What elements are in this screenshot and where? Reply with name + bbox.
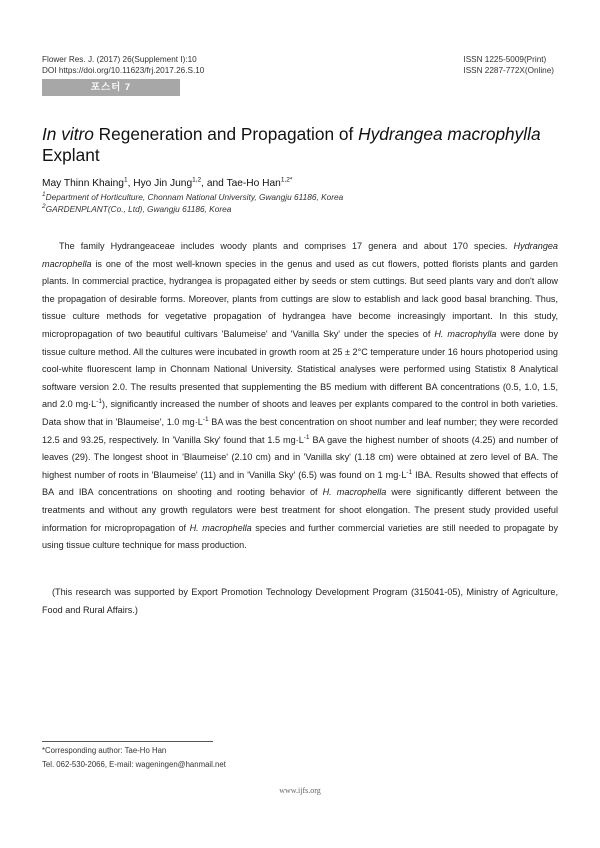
acknowledgement: (This research was supported by Export Promotion Technology Development Program (315041-05), Ministry of Agriculture, Food and Rural Affairs.) [42, 587, 558, 615]
abstract-seg-7: IBA. Results showed that effects of BA and IBA concentrations on shooting and rooting behavior of [42, 469, 558, 498]
contact-info: Tel. 062-530-2066, E-mail: wageningen@hanmail.net [42, 760, 226, 769]
corresponding-author: *Corresponding author: Tae-Ho Han [42, 746, 167, 755]
author-3-affil-num: 1,2 [280, 176, 290, 184]
author-list [42, 177, 292, 190]
abstract-species-4: H. macrophella [189, 522, 252, 533]
affiliation-2-num: 2 [42, 202, 46, 210]
title-text-1: Regeneration and Propagation of [93, 124, 359, 144]
abstract-seg-3: were done by tissue culture method. All the cultures were incubated in growth room at 25 ± 2°C temperature under 16 hours photoperiod using cool-white fluorescent lamp in Chonnam National University. Statistical analyses were performed using Statistix 8 Analytical software version 2.0. The results presented that supplementing the B5 medium with different BA concentrations (0.5, 1.0, 1.5, and 2.0 mg·L [42, 328, 558, 410]
doi-line: DOI https://doi.org/10.11623/frj.2017.26.S.10 [42, 66, 205, 75]
abstract-body [42, 238, 558, 555]
abstract-species-3: H. macrophella [322, 487, 387, 498]
issn-online: ISSN 2287-772X(Online) [463, 66, 554, 75]
journal-volume-line: Flower Res. J. (2017) 26(Supplement I):10 [42, 55, 197, 64]
affiliation-2 [42, 204, 343, 216]
journal-website: www.ijfs.org [279, 786, 321, 795]
affiliation-1-num: 1 [42, 191, 46, 199]
abstract-seg-8: were significantly different between the treatments and without any growth regulators were best treatment for shoot elongation. The present study provided useful information for micropropagation of [42, 487, 558, 533]
title-italic-in-vitro: In vitro [42, 124, 94, 144]
author-3-affil [281, 177, 293, 184]
abstract-seg-5: BA was the best concentration on shoot number and leaf number; they were recorded 12.5 and 93.25, respectively. In 'Vanilla Sky' found that 1.5 mg·L [42, 416, 558, 445]
affiliation-1 [42, 192, 343, 204]
corresponding-star: * [289, 176, 293, 184]
author-3: , and Tae-Ho Han [201, 178, 281, 189]
poster-tag: 포스터 7 [42, 79, 180, 96]
abstract-seg-6: BA gave the highest number of shoots (4.25) and number of leaves (29). The longest shoot in 'Blaumeise' (2.10 cm) and in 'Vanilla sky' (1.18 cm) were obtained at zero level of BA. The highest number of roots in 'Blaumeise' (11) and in 'Vanilla Sky' (6.5) was found on 1 mg·L [42, 434, 558, 480]
affiliation-1-text: Department of Horticulture, Chonnam National University, Gwangju 61186, Korea [45, 192, 344, 202]
author-1-affil: 1 [123, 176, 128, 184]
author-2: , Hyo Jin Jung [127, 178, 193, 189]
abstract-seg-2: is one of the most well-known species in the genus and used as cut flowers, potted florists plants and garden plants. In commercial practice, hydrangea is propagated either by seeds or stem cuttings. But seed plants vary and don't allow the propagation of desirable forms. Moreover, plants from cuttings are slow to establish and lack good basal branching. Thus, tissue culture methods for vegetative propagation of hydrangea have become increasingly important. In this study, micropropagation of two beautiful cultivars 'Balumeise' and 'Vanilla Sky' under the species of [42, 258, 558, 339]
affiliations [42, 192, 343, 215]
title-italic-species: Hydrangea macrophylla [358, 124, 541, 144]
abstract-sup-4: -1 [406, 468, 413, 476]
abstract-species-2: H. macrophylla [434, 328, 497, 339]
author-1: May Thinn Khaing [42, 178, 124, 189]
author-2-affil: 1,2 [192, 176, 202, 184]
abstract-sup-2: -1 [202, 415, 209, 423]
abstract-sup-1: -1 [96, 398, 103, 406]
footnote [42, 744, 226, 772]
title-text-2: Explant [42, 145, 100, 165]
abstract-seg-1: The family Hydrangeaceae includes woody plants and comprises 17 genera and about 170 species. [59, 241, 514, 251]
paper-title [42, 124, 562, 166]
issn-print: ISSN 1225-5009(Print) [463, 55, 547, 64]
abstract-seg-9: species and further commercial varieties are still needed to propagate by using tissue culture technique for mass production. [42, 522, 558, 551]
affiliation-2-text: GARDENPLANT(Co., Ltd), Gwangju 61186, Korea [45, 203, 232, 214]
abstract-species-1: Hydrangea macrophella [42, 241, 558, 269]
journal-citation [42, 54, 204, 76]
issn-block [463, 54, 554, 76]
abstract-seg-4: ), significantly increased the number of shoots and leaves per explants compared to the control in both varieties. Data show that in 'Blaumeise', 1.0 mg·L [42, 399, 558, 427]
footnote-divider [42, 741, 213, 742]
abstract-sup-3: -1 [303, 433, 310, 441]
